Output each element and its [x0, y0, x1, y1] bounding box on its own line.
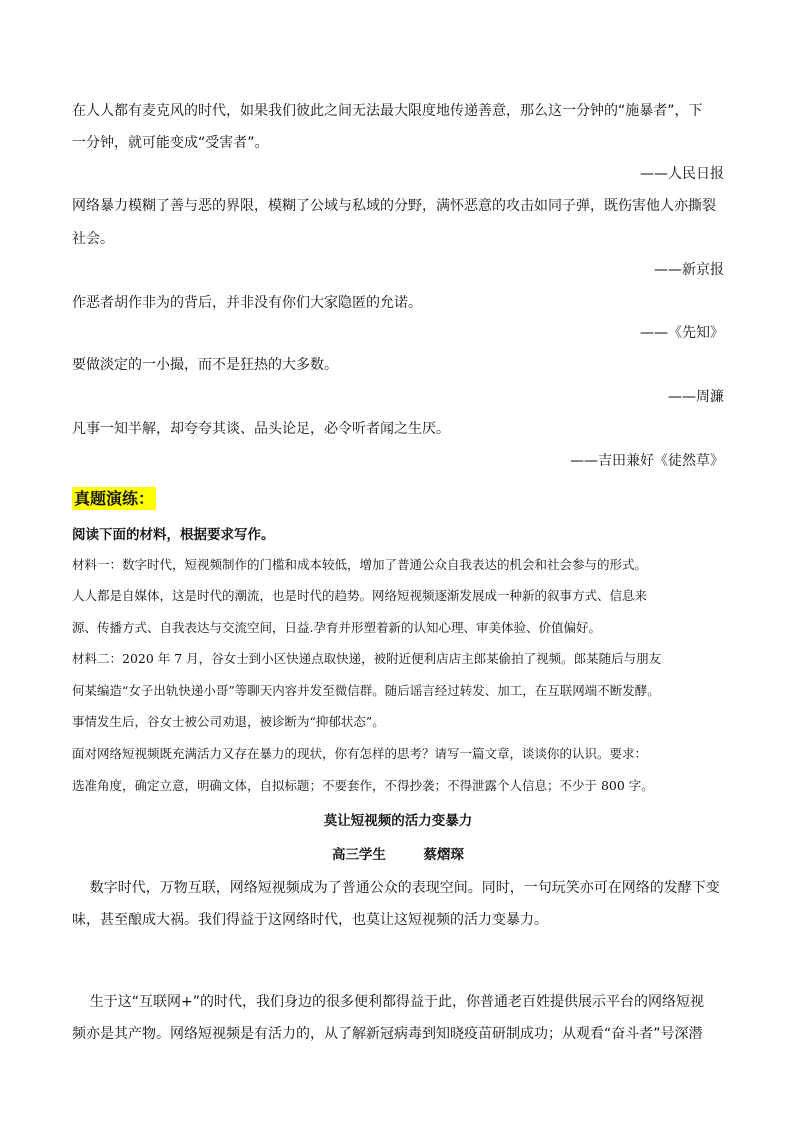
- material-line-2: 人人都是自媒体，这是时代的潮流，也是时代的趋势。网络短视频逐渐发展成一种新的叙事方式、信息来: [72, 588, 648, 603]
- essay-paragraph-2-line-2: 频亦是其产物。网络短视频是有活力的，从了解新冠病毒到知晓疫苗研制成功；从观看“奋斗者”号深潜: [72, 1026, 703, 1042]
- material-line-4: 材料二：2020 年 7 月，谷女士到小区快递点取快递，被附近便利店店主郎某偷拍了视频。郎某随后与朋友: [72, 651, 662, 666]
- quote-1-source: ——人民日报: [640, 166, 724, 182]
- essay-paragraph-1-line-1: 数字时代，万物互联，网络短视频成为了普通公众的表现空间。同时，一句玩笑亦可在网络的发酵下变: [72, 880, 720, 896]
- quote-3-line-1: 作恶者胡作非为的背后，并非没有你们大家隐匿的允诺。: [72, 295, 422, 311]
- section-instruction: 阅读下面的材料，根据要求写作。: [72, 527, 275, 543]
- quote-3-source: ——《先知》: [640, 325, 724, 341]
- material-line-5: 何某编造“女子出轨快递小哥”等聊天内容并发至微信群。随后谣言经过转发、加工，在互联网端不断发酵。: [72, 683, 660, 698]
- quote-1-line-2: 一分钟，就可能变成“受害者”。: [72, 135, 269, 151]
- quote-2-source: ——新京报: [654, 262, 724, 278]
- material-line-6: 事情发生后，谷女士被公司劝退，被诊断为“抑郁状态”。: [72, 714, 385, 729]
- quote-1-line-1: 在人人都有麦克风的时代，如果我们彼此之间无法最大限度地传递善意，那么这一分钟的“施暴者”，下: [72, 103, 703, 119]
- material-line-3: 源、传播方式、自我表达与交流空间，日益.孕育并形塑着新的认知心理、审美体验、价值偏好。: [72, 620, 601, 635]
- material-line-1: 材料一：数字时代，短视频制作的门槛和成本较低，增加了普通公众自我表达的机会和社会参与的形式。: [72, 557, 648, 572]
- section-heading: 真题演练：: [74, 489, 155, 508]
- quote-4-source: ——周濂: [668, 389, 724, 405]
- essay-paragraph-2-line-1: 生于这“互联网+”的时代，我们身边的很多便利都得益于此，你普通老百姓提供展示平台的网络短视: [72, 994, 705, 1010]
- quote-5-line-1: 凡事一知半解，却夸夸其谈、品头论足，必令听者闻之生厌。: [72, 421, 450, 437]
- essay-title: 莫让短视频的活力变暴力: [323, 813, 473, 829]
- quote-5-source: ——吉田兼好《徒然草》: [570, 453, 724, 469]
- essay-author: 高三学生 蔡熠琛: [331, 847, 465, 863]
- material-line-8: 选准角度，确定立意，明确文体，自拟标题；不要套作，不得抄袭；不得泄露个人信息；不少于 800 字。: [72, 778, 654, 793]
- quote-2-line-1: 网络暴力模糊了善与恶的界限，模糊了公域与私域的分野，满怀恶意的攻击如同子弹，既伤害他人亦撕裂: [72, 198, 716, 214]
- essay-paragraph-1-line-2: 味，甚至酿成大祸。我们得益于这网络时代，也莫让这短视频的活力变暴力。: [72, 912, 548, 928]
- quote-2-line-2: 社会。: [72, 231, 114, 247]
- material-line-7: 面对网络短视频既充满活力又存在暴力的现状，你有怎样的思考？请写一篇文章，谈谈你的认识。要求：: [72, 746, 648, 761]
- section-heading-wrap: [72, 486, 724, 509]
- quote-4-line-1: 要做淡定的一小撮，而不是狂热的大多数。: [72, 357, 338, 373]
